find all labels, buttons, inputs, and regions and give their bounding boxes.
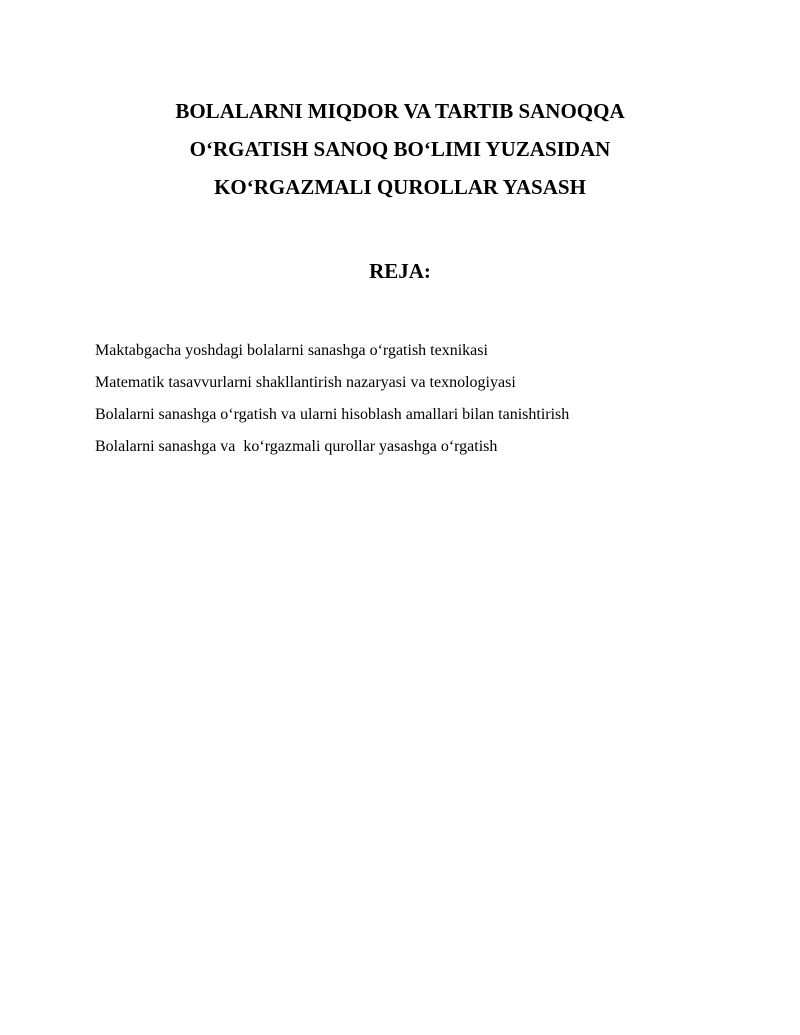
- plan-heading: REJA:: [369, 259, 431, 283]
- plan-item-1: Maktabgacha yoshdagi bolalarni sanashga o‘rgatish texnikasi: [95, 342, 488, 359]
- title-line-2: O‘RGATISH SANOQ BO‘LIMI YUZASIDAN: [189, 137, 611, 161]
- title-line-3: KO‘RGAZMALI QUROLLAR YASASH: [214, 175, 586, 199]
- document-title: [0, 92, 800, 206]
- plan-item-3: Bolalarni sanashga o‘rgatish va ularni hisoblash amallari bilan tanishtirish: [95, 406, 570, 423]
- plan-list: [95, 335, 569, 463]
- plan-item-2: Matematik tasavvurlarni shakllantirish nazaryasi va texnologiyasi: [95, 374, 516, 391]
- plan-item-4: Bolalarni sanashga va ko‘rgazmali qurollar yasashga o‘rgatish: [95, 438, 498, 455]
- title-line-1: BOLALARNI MIQDOR VA TARTIB SANOQQA: [175, 99, 625, 123]
